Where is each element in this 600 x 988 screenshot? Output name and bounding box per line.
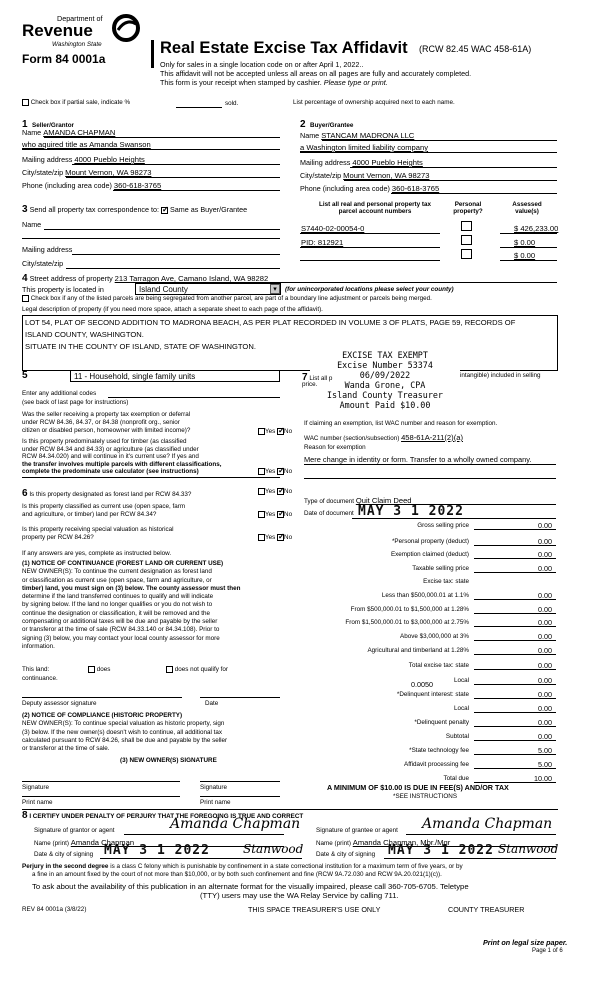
- dept-top: Department of: [57, 14, 103, 23]
- doc-type-row: Type of document Quit Claim Deed: [304, 496, 412, 505]
- seller-city-row: City/state/zip Mount Vernon, WA 98273: [22, 168, 152, 177]
- form-number: Form 84 0001a: [22, 52, 106, 66]
- timber-question: Is this property predominately used for timber (as classified under RCW 84.34 and 84.33) or agriculture (as classified under RCW 84.34.020) and will continue in it's current use? If yes and the transfer involves multiple parcels with different classifications, complete the predominate use calculator (see instructions): [22, 438, 222, 476]
- document-type[interactable]: Quit Claim Deed: [355, 496, 412, 505]
- forest-question: 6 Is this property designated as forest land per RCW 84.33?: [22, 488, 192, 499]
- legal-line-3: SITUATE IN THE COUNTY OF ISLAND, STATE OF WASHINGTON.: [25, 342, 256, 351]
- seller-phone-row: Phone (including area code) 360-618-3765: [22, 181, 162, 190]
- tax-row-line: [474, 599, 556, 600]
- chevron-down-icon[interactable]: ▾: [270, 284, 280, 294]
- corr-addr-field[interactable]: [72, 254, 280, 255]
- continuance-notice: (1) NOTICE OF CONTINUANCE (FOREST LAND OR CURRENT USE) NEW OWNER(S): To continue the current designation as forest land or classification as current use (open space, farm and agriculture, or timber) land, you must sign on (3) below. The county assessor must then determine if the land transferred continues to qualify and will indicate by signing below. If the land no longer qualifies or you do not wish to continue the designation or classification, it will be removed and the compensating or additional taxes will be due and payable by the seller or transferor at the time of sale (RCW 84.33.140 or 84.34.108). Prior to signing (3) below, you may contact your local county assessor for more information.: [22, 560, 241, 650]
- tax-row-label: Total excise tax: state: [408, 662, 469, 669]
- grantee-sig-label: Signature of grantee or agent: [316, 827, 398, 834]
- personal-header: Personal property?: [453, 201, 483, 215]
- seller-name[interactable]: AMANDA CHAPMAN: [43, 128, 116, 137]
- grantor-print-name[interactable]: Amanda Chapman: [70, 838, 135, 847]
- dept-sub: Washington State: [52, 41, 102, 48]
- corr-city-field[interactable]: [66, 268, 280, 269]
- tax-row-value[interactable]: 10.00: [534, 774, 552, 783]
- q6b-answers: Yes ✓ No: [258, 511, 292, 518]
- minimum-due-note: A MINIMUM OF $10.00 IS DUE IN FEE(S) AND/OR TAX: [327, 783, 509, 792]
- tax-row-value[interactable]: 0.00: [538, 646, 552, 655]
- q1-no-checkbox[interactable]: [277, 428, 284, 435]
- buyer-heading: 2 Buyer/Grantee: [300, 119, 354, 130]
- tax-row-value[interactable]: 0.00: [538, 564, 552, 573]
- legal-label: Legal description of property (if you need more space, attach a separate sheet to each page of the affidavit).: [22, 306, 323, 313]
- tax-row-label: Subtotal: [445, 733, 469, 740]
- parcel-number[interactable]: S7440-02-00054-0: [301, 224, 365, 233]
- parcel-number[interactable]: PID: 812921: [301, 238, 344, 247]
- land-use-select[interactable]: 11 - Household, single family units: [70, 370, 280, 382]
- segregation-row: Check box if any of the listed parcels are being segregated from another parcel, are part of a boundary line adjustment or parcels being merged.: [22, 295, 432, 302]
- partial-sold-label: sold.: [225, 100, 239, 107]
- buyer-phone[interactable]: 360-618-3765: [391, 184, 440, 193]
- tax-row-label: *Personal property (deduct): [391, 538, 469, 545]
- buyer-name-row: Name STANCAM MADRONA LLC: [300, 131, 415, 140]
- tax-row-line: [474, 684, 556, 685]
- does-checkbox[interactable]: [88, 666, 95, 673]
- pn-label-2: Print name: [200, 799, 231, 806]
- deputy-label: Deputy assessor signature: [22, 700, 97, 707]
- assessed-value[interactable]: $ 426,233.00: [514, 224, 559, 233]
- legal-paper-note: Print on legal size paper.: [483, 938, 568, 947]
- doc-date-label: Date of document: [304, 510, 354, 517]
- sec7-intangible: intangible) included in selling: [460, 372, 541, 379]
- seller-phone[interactable]: 360-618-3765: [113, 181, 162, 190]
- exemption-reason[interactable]: Mere change in identity or form. Transfer to a wholly owned company.: [304, 455, 532, 464]
- codes-label: Enter any additional codes: [22, 390, 97, 397]
- seller-address[interactable]: 4000 Pueblo Heights: [74, 155, 145, 164]
- grantee-signature: Amanda Chapman: [422, 816, 553, 832]
- print-name-1[interactable]: [22, 796, 180, 797]
- tax-row-line: [474, 640, 556, 641]
- tax-row-label: Total due: [443, 775, 469, 782]
- q6c-yes-checkbox[interactable]: [258, 534, 265, 541]
- buyer-address-row: Mailing address 4000 Pueblo Heights: [300, 158, 423, 167]
- print-name-2[interactable]: [200, 796, 280, 797]
- q6a-answers: Yes ✓ No: [258, 488, 292, 495]
- grantee-name-row: Name (print) Amanda Chapman, Mbr./Mgr: [316, 838, 451, 847]
- q6b-yes-checkbox[interactable]: [258, 511, 265, 518]
- assessed-header: Assessed value(s): [512, 201, 542, 215]
- segregation-checkbox[interactable]: [22, 295, 29, 302]
- buyer-address[interactable]: 4000 Pueblo Heights: [352, 158, 423, 167]
- wac-row: WAC number (section/subsection) 458-61A-211(2)(a): [304, 433, 463, 442]
- page-number: Page 1 of 6: [532, 948, 563, 954]
- tax-row-line: [474, 572, 556, 573]
- revision-label: REV 84 0001a (3/8/22): [22, 906, 87, 913]
- local-rate[interactable]: 0.0050: [411, 680, 433, 689]
- does-not-option: does not qualify for: [166, 666, 228, 673]
- grantor-date-label: Date & city of signing: [34, 851, 94, 858]
- certify-row: 8 I CERTIFY UNDER PENALTY OF PERJURY THAT THE FOREGOING IS TRUE AND CORRECT: [22, 810, 304, 821]
- grantee-date-label: Date & city of signing: [316, 851, 376, 858]
- codes-note: (see back of last page for instructions): [22, 399, 129, 406]
- tax-row-line: [474, 669, 556, 670]
- tax-row-value[interactable]: 5.00: [538, 746, 552, 755]
- exempt-stamp: EXCISE TAX EXEMPT Excise Number 53374 06/09/2022 Wanda Grone, CPA Island County Treasurer Amount Paid $10.00: [310, 350, 460, 410]
- revenue-swirl-icon: [112, 14, 140, 42]
- exemption-question: Was the seller receiving a property tax exemption or deferral under RCW 84.36, 84.37, or 84.38 (nonprofit org., senior citizen or disabled person, homeowner with limited income)?: [22, 411, 191, 434]
- same-as-buyer-checkbox[interactable]: [161, 207, 168, 214]
- grantor-name-row: Name (print) Amanda Chapman: [34, 838, 135, 847]
- q6b-no-checkbox[interactable]: [277, 511, 284, 518]
- new-owner-signature-1[interactable]: [22, 781, 180, 782]
- grantor-signature-field[interactable]: [124, 834, 284, 835]
- grantor-sig-label: Signature of grantor or agent: [34, 827, 115, 834]
- deputy-signature-field[interactable]: [22, 697, 182, 698]
- tax-row-value[interactable]: 0.00: [538, 718, 552, 727]
- exempt-note: If claiming an exemption, list WAC number and reason for exemption.: [304, 420, 498, 427]
- does-not-checkbox[interactable]: [166, 666, 173, 673]
- codes-field[interactable]: [108, 397, 280, 398]
- tax-row-label: Affidavit processing fee: [404, 761, 469, 768]
- tax-row-value[interactable]: 0.00: [538, 704, 552, 713]
- q6a-yes-checkbox[interactable]: [258, 488, 265, 495]
- tax-row-label: *State technology fee: [409, 747, 469, 754]
- tax-row-label: Excise tax: state: [423, 578, 469, 585]
- perjury-notice-2: a fine in an amount fixed by the court of not more than $10,000, or by both such confinement and fine (RCW 9A.72.030 and RCW 9A.20.021(1)(c)).: [32, 871, 442, 878]
- corr-addr-label: Mailing address: [22, 245, 73, 254]
- tax-row-line: [474, 654, 556, 655]
- document-date-stamp: MAY 3 1 2022: [358, 504, 464, 519]
- tax-row-label: From $1,500,000.01 to $3,000,000 at 2.75%: [345, 619, 469, 626]
- new-owner-signature-heading: (3) NEW OWNER(S) SIGNATURE: [120, 757, 217, 764]
- q6c-answers: Yes ✓ No: [258, 534, 292, 541]
- buyer-name[interactable]: STANCAM MADRONA LLC: [321, 131, 415, 140]
- deputy-date-label: Date: [205, 700, 219, 707]
- location-note: (for unincorporated locations please select your county): [285, 286, 454, 293]
- q2-yes-checkbox[interactable]: [258, 468, 265, 475]
- personal-property-checkbox[interactable]: [461, 249, 472, 259]
- wac-number[interactable]: 458-61A-211(2)(a): [401, 433, 463, 442]
- tax-row-label: Less than $500,000.01 at 1.1%: [381, 592, 469, 599]
- personal-property-checkbox[interactable]: [461, 221, 472, 231]
- tax-row-value[interactable]: 0.00: [538, 632, 552, 641]
- tax-row-value[interactable]: 0.00: [538, 661, 552, 670]
- tax-row-line: [474, 726, 556, 727]
- q1-answers: Yes ✓ No: [258, 428, 292, 435]
- tax-row-label: *Delinquent penalty: [414, 719, 469, 726]
- buyer-name-2[interactable]: a Washington limited liability company: [300, 143, 429, 152]
- parcel-header: List all real and personal property tax parcel account numbers: [319, 201, 431, 215]
- q2-no-checkbox[interactable]: [277, 468, 284, 475]
- corr-name-label: Name: [22, 220, 42, 229]
- tax-row-label: Above $3,000,000 at 3%: [400, 633, 469, 640]
- compliance-notice: (2) NOTICE OF COMPLIANCE (HISTORIC PROPERTY) NEW OWNER(S): To continue special valuation as historic property, sign (3) below. If the new owner(s) doesn't wish to continue, all additional tax calculated pursuant to RCW 84.26, shall be due and payable by the seller or transferor at the time of sale.: [22, 712, 228, 753]
- tax-row-value[interactable]: 0.00: [538, 618, 552, 627]
- page-title: Real Estate Excise Tax Affidavit: [160, 39, 408, 57]
- instruction-1: Only for sales in a single location code on or after April 1, 2022..: [160, 60, 364, 69]
- grantor-date-stamp: MAY 3 1 2022: [104, 843, 210, 858]
- tax-row-label: Exemption claimed (deduct): [390, 551, 469, 558]
- header-divider: [151, 40, 154, 68]
- grantor-city: Stanwood: [243, 842, 304, 856]
- does-option: does: [88, 666, 110, 673]
- continuance-label: continuance.: [22, 675, 58, 682]
- instruction-2: This affidavit will not be accepted unless all areas on all pages are fully and accurately completed.: [160, 69, 472, 78]
- tax-row-label: Taxable selling price: [412, 565, 469, 572]
- dept-name: Revenue: [22, 21, 93, 40]
- seller-heading: 1 Seller/Grantor: [22, 119, 75, 130]
- historic-question: Is this property receiving special valuation as historical property per RCW 84.26?: [22, 526, 174, 541]
- legal-line-2: ISLAND COUNTY, WASHINGTON.: [25, 330, 144, 339]
- buyer-phone-row: Phone (including area code) 360-618-3765: [300, 184, 440, 193]
- tax-row-label: Gross selling price: [417, 522, 469, 529]
- personal-property-checkbox[interactable]: [461, 235, 472, 245]
- sec7-row: 7 List all p: [302, 372, 333, 383]
- partial-sale-checkbox[interactable]: [22, 99, 29, 106]
- tax-row-value[interactable]: 0.00: [538, 676, 552, 685]
- answers-note: If any answers are yes, complete as instructed below.: [22, 550, 172, 557]
- tax-row-value[interactable]: 0.00: [538, 732, 552, 741]
- tax-row-line: [474, 712, 556, 713]
- tax-row-label: Local: [453, 677, 469, 684]
- grantee-date-stamp: MAY 3 1 2022: [388, 843, 494, 858]
- treasurer-use-label: THIS SPACE TREASURER'S USE ONLY: [248, 905, 381, 914]
- grantee-print-name[interactable]: Amanda Chapman, Mbr./Mgr: [352, 838, 451, 847]
- location-label: This property is located in: [22, 285, 104, 294]
- q6a-no-checkbox[interactable]: [277, 488, 284, 495]
- tax-row-line: [474, 768, 556, 769]
- buyer-city[interactable]: Mount Vernon, WA 98273: [343, 171, 430, 180]
- county-treasurer-label: COUNTY TREASURER: [448, 905, 525, 914]
- tax-row-value[interactable]: 0.00: [538, 537, 552, 546]
- grantor-signature: Amanda Chapman: [170, 816, 301, 832]
- seller-address-row: Mailing address 4000 Pueblo Heights: [22, 155, 145, 164]
- grantee-city: Stanwood: [498, 842, 559, 856]
- corr-city-label: City/state/zip: [22, 259, 64, 268]
- rcw-ref: (RCW 82.45 WAC 458-61A): [419, 44, 532, 54]
- assessed-value[interactable]: $ 0.00: [514, 238, 536, 247]
- buyer-city-row: City/state/zip Mount Vernon, WA 98273: [300, 171, 430, 180]
- seller-city[interactable]: Mount Vernon, WA 98273: [65, 168, 152, 177]
- tax-row-line: [474, 754, 556, 755]
- grantee-signature-field[interactable]: [406, 834, 556, 835]
- tax-row-value[interactable]: 0.00: [538, 550, 552, 559]
- q1-yes-checkbox[interactable]: [258, 428, 265, 435]
- tax-row-line: [474, 626, 556, 627]
- street-row: 4 Street address of property 213 Tarragon Ave, Camano Island, WA 98282: [22, 273, 269, 284]
- perjury-notice: Perjury in the second degree is a class C felony which is punishable by confinement in a state correctional institution for a maximum term of five years, or by: [22, 863, 463, 870]
- seller-name-row: Name AMANDA CHAPMAN: [22, 128, 116, 137]
- ownership-note: List percentage of ownership acquired next to each name.: [293, 99, 455, 106]
- instruction-3: This form is your receipt when stamped by cashier. Please type or print.: [160, 78, 388, 87]
- tax-row-value[interactable]: 0.00: [538, 605, 552, 614]
- correspondence-row: 3 Send all property tax correspondence to: ✓ Same as Buyer/Grantee: [22, 204, 247, 215]
- q6c-no-checkbox[interactable]: [277, 534, 284, 541]
- tax-row-label: From $500,000.01 to $1,500,000 at 1.28%: [350, 606, 469, 613]
- tax-row-value[interactable]: 5.00: [538, 760, 552, 769]
- tax-row-line: [474, 545, 556, 546]
- tax-row-value[interactable]: 0.00: [538, 591, 552, 600]
- tax-row-label: Agricultural and timberland at 1.28%: [367, 647, 469, 654]
- accessibility-note: To ask about the availability of this publication in an alternate format for the visually impaired, please call 360-705-6705. Teletype: [32, 882, 469, 891]
- tax-row-line: [474, 558, 556, 559]
- sig-label-1: Signature: [22, 784, 49, 791]
- legal-line-1: LOT 54, PLAT OF SECOND ADDITION TO MADRONA BEACH, AS PER PLAT RECORDED IN VOLUME 3 OF PLATS, PAGE 59, RECORDS OF: [25, 318, 516, 327]
- tax-row-label: *Delinquent interest: state: [396, 691, 469, 698]
- deputy-date-field[interactable]: [200, 697, 280, 698]
- section-5-number: 5: [22, 370, 28, 381]
- pn-label-1: Print name: [22, 799, 53, 806]
- property-street[interactable]: 213 Tarragon Ave, Camano Island, WA 98282: [114, 274, 269, 283]
- county-select[interactable]: Island County: [135, 283, 281, 295]
- tax-row-line: [474, 613, 556, 614]
- this-land-label: This land:: [22, 666, 50, 673]
- tax-row-value[interactable]: 0.00: [538, 690, 552, 699]
- tax-row-value[interactable]: 0.00: [538, 521, 552, 530]
- q2-answers: Yes ✓ No: [258, 468, 292, 475]
- accessibility-note-2: (TTY) users may use the WA Relay Service by calling 711.: [200, 891, 399, 900]
- assessed-value[interactable]: $ 0.00: [514, 251, 536, 260]
- tax-row-line: [474, 740, 556, 741]
- current-use-question: Is this property classified as current use (open space, farm and agriculture, or timber) land per RCW 84.34?: [22, 503, 186, 518]
- see-instructions: *SEE INSTRUCTIONS: [393, 793, 458, 800]
- dor-logo: [22, 12, 147, 68]
- tax-row-line: [474, 529, 556, 530]
- sig-label-2: Signature: [200, 784, 227, 791]
- seller-name-2[interactable]: who aquired title as Amanda Swanson: [22, 140, 151, 149]
- corr-name-field[interactable]: [44, 229, 280, 230]
- reason-label: Reason for exemption: [304, 444, 366, 451]
- partial-percent-field[interactable]: [176, 107, 222, 108]
- tax-row-label: Local: [453, 705, 469, 712]
- tax-row-line: [474, 698, 556, 699]
- sec7-price: price.: [302, 381, 318, 388]
- new-owner-signature-2[interactable]: [200, 781, 280, 782]
- partial-sale-row: Check box if partial sale, indicate %: [22, 99, 130, 106]
